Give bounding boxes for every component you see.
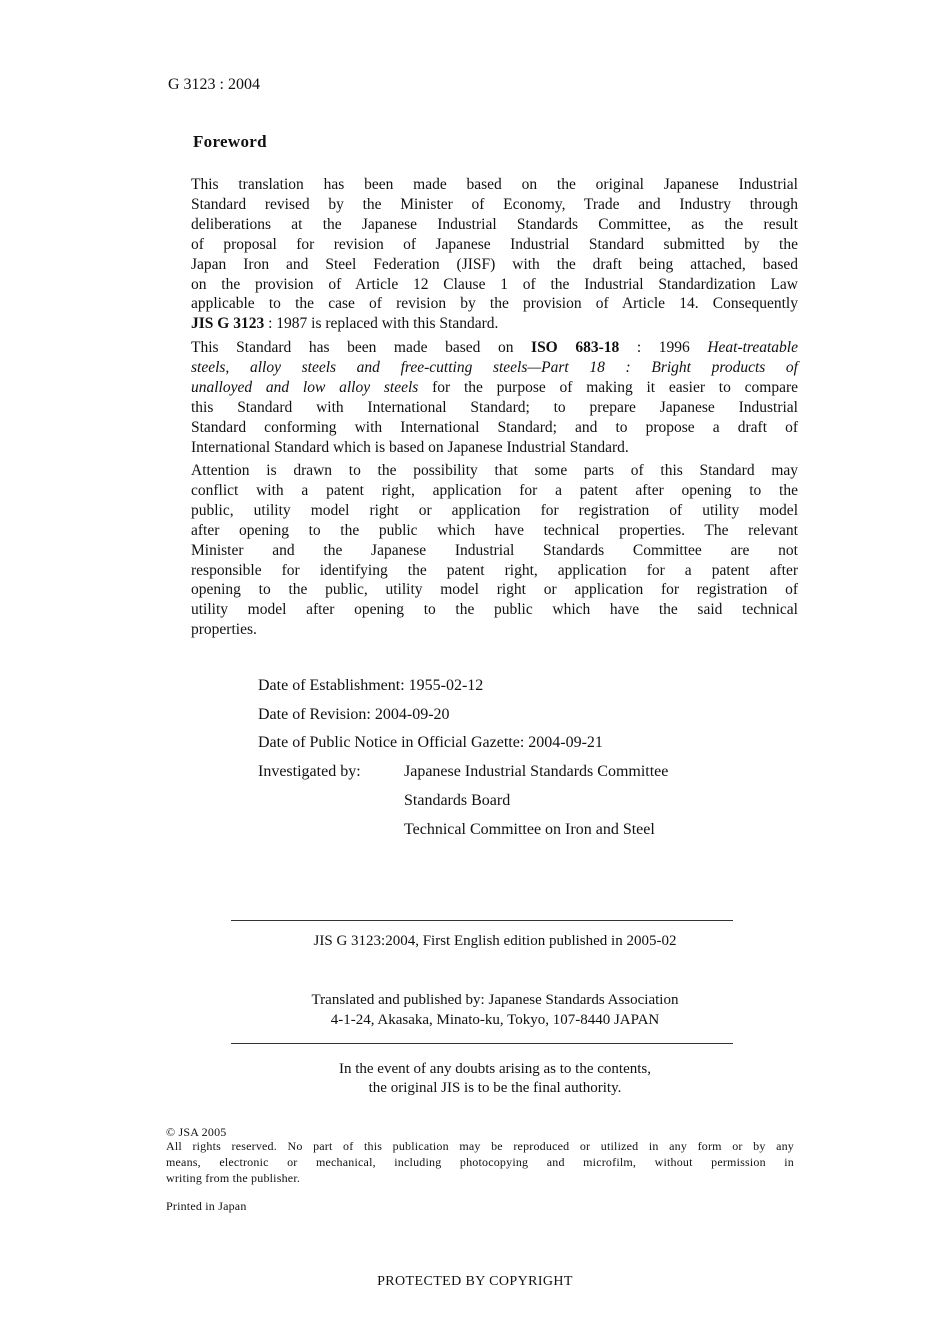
foreword-paragraph-3	[191, 461, 798, 640]
date-of-establishment: Date of Establishment: 1955-02-12	[258, 677, 484, 694]
document-id: G 3123 : 2004	[168, 76, 260, 93]
paragraph-line	[191, 358, 798, 378]
paragraph-line: deliberations at the Japanese Industrial Standards Committee, as the result	[191, 215, 798, 233]
edition-line: JIS G 3123:2004, First English edition published in 2005-02	[313, 933, 677, 949]
publisher-address: 4-1-24, Akasaka, Minato-ku, Tokyo, 107-8440 JAPAN	[330, 1012, 660, 1028]
date-of-revision: Date of Revision: 2004-09-20	[258, 706, 450, 723]
paragraph-line: conflict with a patent right, application for a patent after opening to the	[191, 481, 798, 499]
iso-title: Heat-treatable	[707, 339, 798, 356]
paragraph-line: This translation has been made based on the original Japanese Industrial	[191, 176, 798, 193]
iso-title: unalloyed and low alloy steels	[191, 378, 419, 396]
standard-reference: JIS G 3123	[191, 315, 265, 333]
rights-line: All rights reserved. No part of this publication may be reproduced or utilized in any form or by any	[166, 1139, 794, 1153]
paragraph-line: utility model after opening to the public which have the said technical	[191, 601, 798, 619]
authority-notice-1: In the event of any doubts arising as to the contents,	[338, 1061, 651, 1077]
paragraph-text: This Standard has been made based on	[191, 339, 532, 356]
copyright-mark: © JSA 2005	[166, 1125, 227, 1139]
paragraph-line: public, utility model right or application for registration of utility model	[191, 501, 798, 519]
date-of-public-notice: Date of Public Notice in Official Gazette: 2004-09-21	[258, 734, 603, 751]
publisher-line: Translated and published by: Japanese Standards Association	[311, 992, 679, 1008]
paragraph-line: opening to the public, utility model right or application for registration of	[191, 581, 798, 599]
paragraph-line: after opening to the public which have technical properties. The relevant	[191, 521, 798, 539]
paragraph-line: Attention is drawn to the possibility that some parts of this Standard may	[191, 462, 798, 479]
paragraph-line: Standard revised by the Minister of Economy, Trade and Industry through	[191, 195, 798, 213]
iso-title: steels, alloy steels and free-cutting steels—Part 18 : Bright products of	[191, 358, 798, 376]
paragraph-line	[191, 378, 798, 398]
iso-reference: ISO 683-18	[531, 339, 620, 356]
paragraph-text: : 1996	[619, 339, 708, 356]
paragraph-text: for the purpose of making it easier to compare	[418, 378, 799, 396]
rights-notice	[166, 1139, 794, 1186]
technical-committee: Technical Committee on Iron and Steel	[404, 821, 655, 838]
paragraph-line	[191, 314, 798, 334]
rights-line: means, electronic or mechanical, including photocopying and microfilm, without permission in	[166, 1155, 794, 1169]
investigating-committee: Japanese Industrial Standards Committee	[404, 763, 669, 780]
printed-in: Printed in Japan	[166, 1199, 247, 1213]
paragraph-text: : 1987 is replaced with this Standard.	[264, 315, 499, 333]
copyright-footer: PROTECTED BY COPYRIGHT	[377, 1274, 573, 1289]
authority-notice-2: the original JIS is to be the final authority.	[368, 1080, 622, 1096]
foreword-paragraph-2	[191, 338, 798, 457]
investigating-board: Standards Board	[404, 792, 511, 809]
paragraph-line: applicable to the case of revision by the provision of Article 14. Consequently	[191, 295, 798, 313]
paragraph-line: Japan Iron and Steel Federation (JISF) with the draft being attached, based	[191, 255, 798, 273]
paragraph-line: on the provision of Article 12 Clause 1 of the Industrial Standardization Law	[191, 275, 798, 293]
paragraph-line: this Standard with International Standard; to prepare Japanese Industrial	[191, 398, 798, 416]
divider-bottom	[231, 1043, 733, 1044]
divider-top	[231, 920, 733, 921]
foreword-heading: Foreword	[193, 132, 267, 151]
paragraph-line: properties.	[191, 621, 257, 639]
paragraph-line: International Standard which is based on Japanese Industrial Standard.	[191, 438, 629, 456]
paragraph-line: Standard conforming with International Standard; and to propose a draft of	[191, 418, 798, 436]
rights-line: writing from the publisher.	[166, 1171, 301, 1185]
paragraph-line	[191, 338, 798, 358]
paragraph-line: Minister and the Japanese Industrial Standards Committee are not	[191, 541, 798, 559]
paragraph-line: of proposal for revision of Japanese Industrial Standard submitted by the	[191, 235, 798, 253]
paragraph-line: responsible for identifying the patent right, application for a patent after	[191, 561, 798, 579]
investigated-by-label: Investigated by:	[258, 763, 361, 780]
foreword-paragraph-1	[191, 175, 798, 334]
